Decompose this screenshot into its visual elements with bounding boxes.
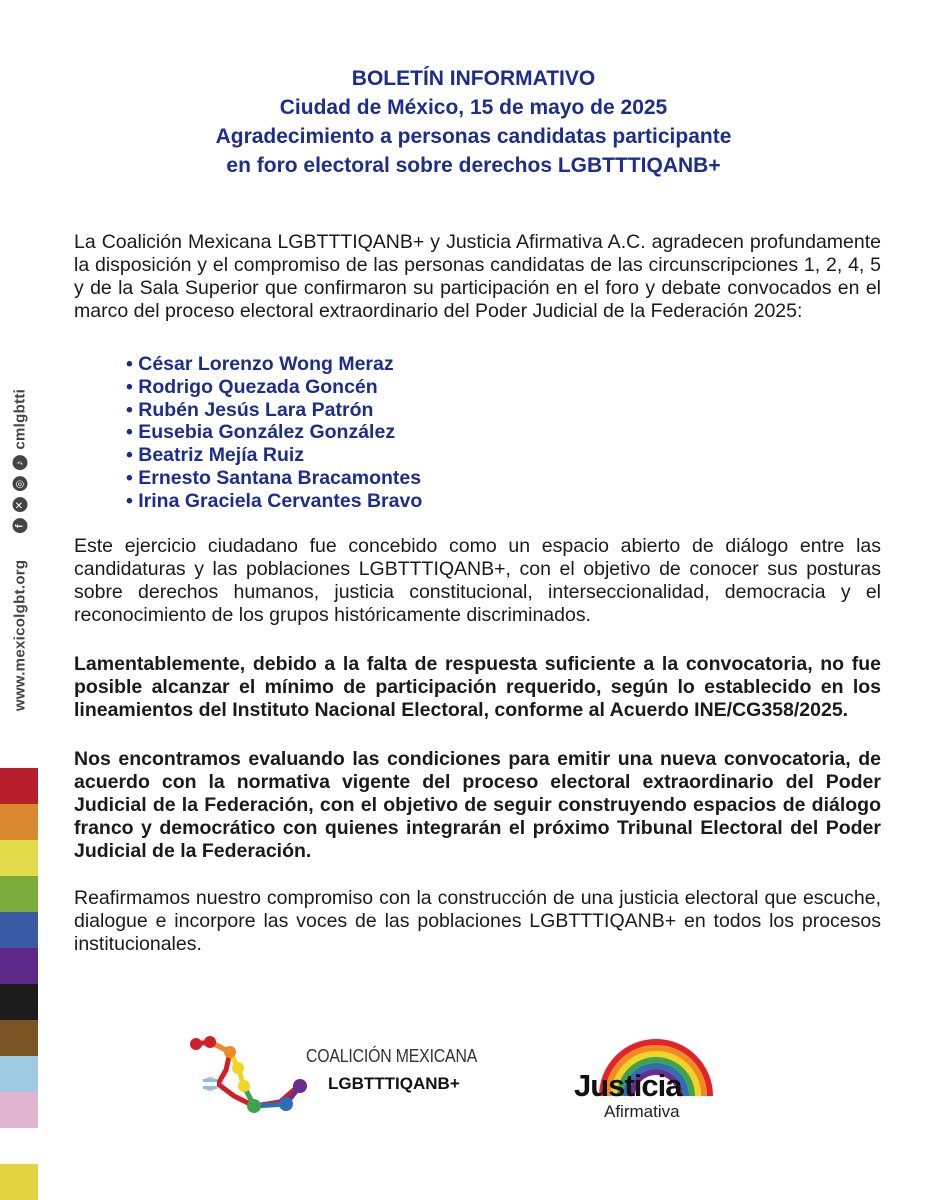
candidate-list bbox=[126, 353, 881, 513]
list-item: • Rodrigo Quezada Goncén bbox=[126, 376, 881, 399]
list-item: • Beatriz Mejía Ruiz bbox=[126, 444, 881, 467]
stripe-6 bbox=[0, 948, 38, 984]
paragraph-new-call: Nos encontramos evaluando las condiciones para emitir una nueva convocatoria, de acuerdo con la normativa vigente del proceso electoral extraordinario del Poder Judicial de la Federación, con el objetivo de seguir construyendo espacios de diálogo franco y democrático con quienes integrarán el próximo Tribunal Electoral del Poder Judicial de la Federación. bbox=[74, 747, 881, 862]
stripe-5 bbox=[0, 912, 38, 948]
list-item: • Rubén Jesús Lara Patrón bbox=[126, 399, 881, 422]
bulletin-subject-line1: Agradecimiento a personas candidatas participante bbox=[215, 125, 732, 148]
tiktok-icon[interactable]: ♪ bbox=[13, 456, 28, 471]
coalicion-acronym: LGBTTTIQANB+ bbox=[328, 1074, 460, 1093]
list-item: • Eusebia González González bbox=[126, 421, 881, 444]
instagram-icon[interactable]: ◎ bbox=[13, 477, 28, 492]
justicia-wordmark: Justicia bbox=[574, 1068, 682, 1103]
list-item: • Irina Graciela Cervantes Bravo bbox=[126, 490, 881, 513]
social-handle[interactable]: cmlgbtti bbox=[11, 388, 29, 450]
coalicion-logo bbox=[188, 1034, 488, 1118]
paragraph-insufficient-response: Lamentablemente, debido a la falta de respuesta suficiente a la convocatoria, no fue posible alcanzar el mínimo de participación requerido, según lo establecido en los lineamientos del Instituto Nacional Electoral, conforme al Acuerdo INE/CG358/2025. bbox=[74, 652, 881, 721]
stripe-1 bbox=[0, 768, 38, 804]
list-item: • César Lorenzo Wong Meraz bbox=[126, 353, 881, 376]
side-contact-band bbox=[0, 340, 40, 760]
coalicion-network-icon bbox=[188, 1034, 318, 1118]
afirmativa-wordmark: Afirmativa bbox=[604, 1102, 680, 1121]
facebook-icon[interactable]: f bbox=[13, 519, 28, 534]
coalicion-name: COALICIÓN MEXICANA bbox=[306, 1046, 478, 1066]
x-icon[interactable]: ✕ bbox=[13, 498, 28, 513]
paragraph-commitment: Reafirmamos nuestro compromiso con la construcción de una justicia electoral que escuche, dialogue e incorpore las voces de las poblaciones LGBTTTIQANB+ en todos los procesos institucionales. bbox=[74, 886, 881, 955]
bottom-stripe bbox=[0, 1164, 38, 1200]
bulletin-subject-line2: en foro electoral sobre derechos LGBTTTIQANB+ bbox=[226, 154, 721, 177]
bulletin-body bbox=[74, 231, 881, 956]
bulletin-date: Ciudad de México, 15 de mayo de 2025 bbox=[279, 96, 668, 119]
bulletin-title: BOLETÍN INFORMATIVO bbox=[351, 67, 596, 90]
stripe-8 bbox=[0, 1020, 38, 1056]
website-url[interactable]: www.mexicolgbt.org bbox=[11, 559, 29, 712]
stripe-4 bbox=[0, 876, 38, 912]
stripe-7 bbox=[0, 984, 38, 1020]
rainbow-stripes bbox=[0, 768, 38, 1128]
paragraph-dialogue: Este ejercicio ciudadano fue concebido como un espacio abierto de diálogo entre las candidaturas y las poblaciones LGBTTTIQANB+, con el objetivo de conocer sus posturas sobre derechos humanos, justicia constitucional, interseccionalidad, democracia y el reconocimiento de los grupos históricamente discriminados. bbox=[74, 534, 881, 626]
stripe-2 bbox=[0, 804, 38, 840]
intro-paragraph: La Coalición Mexicana LGBTTTIQANB+ y Justicia Afirmativa A.C. agradecen profundamente la disposición y el compromiso de las personas candidatas de las circunscripciones 1, 2, 4, 5 y de la Sala Superior que confirmaron su participación en el foro y debate convocados en el marco del proceso electoral extraordinario del Poder Judicial de la Federación 2025: bbox=[74, 231, 881, 322]
stripe-10 bbox=[0, 1092, 38, 1128]
list-item: • Ernesto Santana Bracamontes bbox=[126, 467, 881, 490]
stripe-9 bbox=[0, 1056, 38, 1092]
stripe-3 bbox=[0, 840, 38, 876]
justicia-afirmativa-logo bbox=[572, 1030, 722, 1125]
bulletin-header bbox=[60, 64, 887, 180]
